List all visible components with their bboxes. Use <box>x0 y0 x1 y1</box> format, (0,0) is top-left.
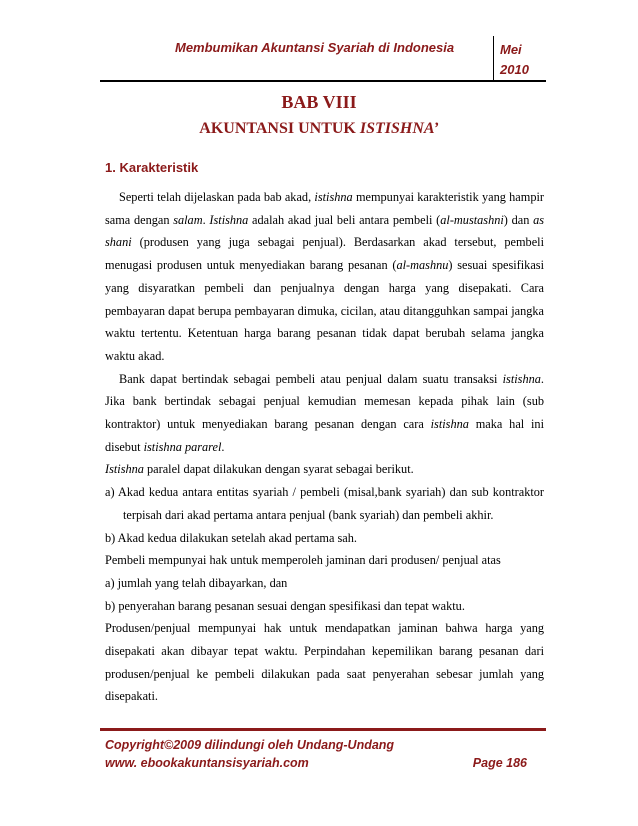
text-run-italic: Istishna <box>105 462 144 477</box>
text-run-italic: as shani <box>105 212 545 250</box>
paragraph-2 <box>105 368 544 459</box>
text-run-italic: istishna <box>314 190 353 204</box>
footer <box>105 736 545 772</box>
footer-website[interactable]: www. ebookakuntansisyariah.com <box>105 756 309 770</box>
section-heading: 1. Karakteristik <box>105 160 199 175</box>
text-run-italic: istishna <box>430 417 469 432</box>
text-run-italic: al-mashnu <box>396 258 449 273</box>
text-run: adalah akad jual beli antara pembeli ( <box>248 212 441 227</box>
chapter-title <box>0 120 638 138</box>
text-run: . <box>202 212 210 227</box>
text-run-italic: Istishna <box>209 212 249 227</box>
text-run: maka hal ini disebut <box>105 417 544 454</box>
chapter-title-italic: ISTISHNA’ <box>359 120 439 137</box>
paragraph-1 <box>105 186 544 368</box>
text-run-italic: al-mustashni <box>440 212 504 227</box>
text-run: (produsen yang juga sebagai penjual). Berdasarkan akad tersebut, pembeli menugasi produsen untuk menyediakan barang pesanan ( <box>105 235 544 273</box>
list-item: b) Akad kedua dilakukan setelah akad pertama sah. <box>105 530 357 545</box>
list-item: b) penyerahan barang pesanan sesuai dengan spesifikasi dan tepat waktu. <box>105 598 465 613</box>
chapter-title-prefix: AKUNTANSI UNTUK <box>199 120 360 137</box>
text-run: . <box>221 439 225 454</box>
footer-rule <box>100 728 546 731</box>
text-run: ) sesuai spesifikasi yang disyaratkan pembeli dan penjualnya dengan harga yang disepakati. Cara pembayaran dapat berupa pembayaran dimuka, cicilan, atau ditangguhkan sampai jangka waktu tertentu. Ketentuan harga barang pesanan tidak dapat berubah selama jangka waktu akad. <box>105 258 544 363</box>
chapter-number: BAB VIII <box>281 92 357 112</box>
header-month: Mei <box>500 42 522 57</box>
header-year: 2010 <box>500 62 529 77</box>
paragraph-3 <box>105 458 544 481</box>
text-run: paralel dapat dilakukan dengan syarat sebagai berikut. <box>143 462 414 477</box>
text-run: . Jika bank bertindak sebagai penjual kemudian memesan kepada pihak lain (sub kontraktor) untuk menyediakan barang pesanan dengan cara <box>105 371 544 432</box>
header-divider <box>493 36 494 80</box>
text-run: ) dan <box>503 212 534 227</box>
text-run: mempunyai karakteristik yang hampir sama dengan <box>105 190 544 227</box>
text-run-italic: istishna <box>502 371 541 386</box>
header-date <box>500 40 560 80</box>
list-item: a) Akad kedua antara entitas syariah / pembeli (misal,bank syariah) dan sub kontraktor terpisah dari akad pertama antara penjual (bank syariah) dan pembeli akhir. <box>105 485 544 522</box>
text-run-italic: istishna pararel <box>143 439 222 454</box>
page-number: Page 186 <box>472 756 527 770</box>
paragraph-5: Produsen/penjual mempunyai hak untuk mendapatkan jaminan bahwa harga yang disepakati akan dibayar tepat waktu. Perpindahan kepemilikan barang pesanan dari produsen/penjual ke pembeli dilakukan pada saat penyerahan sebesar jumlah yang disepakati. <box>105 621 544 704</box>
list-item: a) jumlah yang telah dibayarkan, dan <box>105 575 288 590</box>
text-run: Bank dapat bertindak sebagai pembeli atau penjual dalam suatu transaksi <box>119 371 503 386</box>
text-run-italic: salam <box>173 212 203 227</box>
paragraph-4: Pembeli mempunyai hak untuk memperoleh jaminan dari produsen/ penjual atas <box>105 553 501 568</box>
header-rule <box>100 80 546 82</box>
body-text <box>105 186 544 708</box>
footer-copyright: Copyright©2009 dilindungi oleh Undang-Undang <box>105 738 395 752</box>
text-run: Seperti telah dijelaskan pada bab akad, <box>119 190 315 204</box>
header-title: Membumikan Akuntansi Syariah di Indonesia <box>175 40 455 55</box>
